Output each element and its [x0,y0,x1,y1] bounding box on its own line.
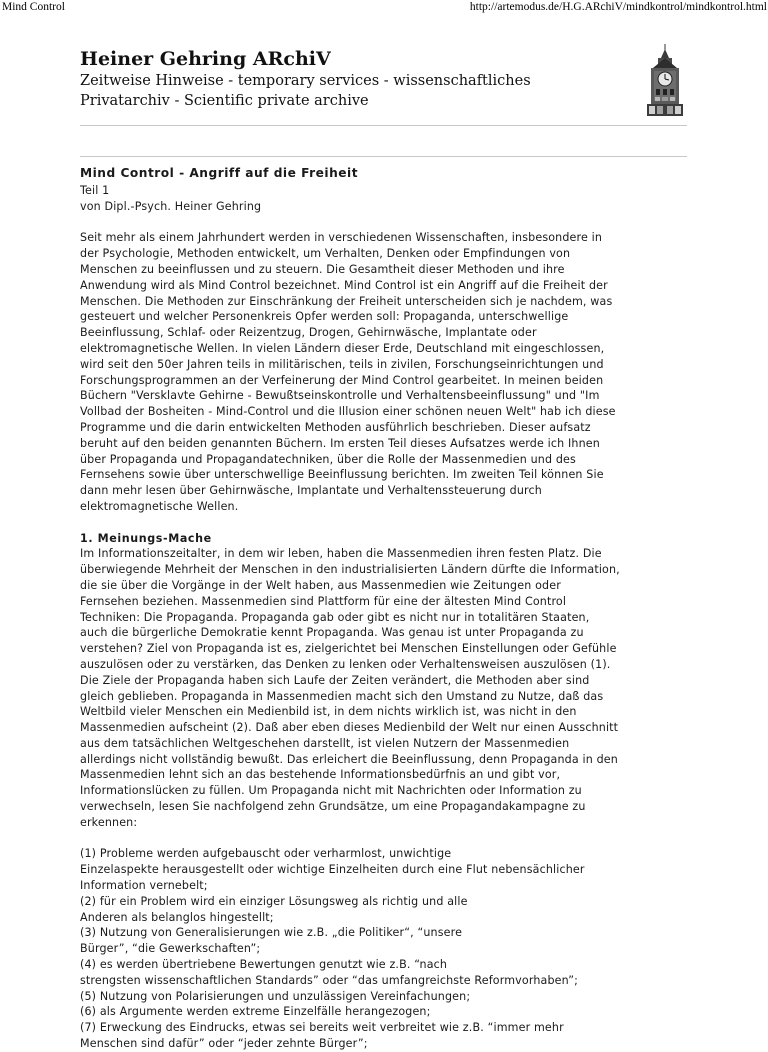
list-item-line: Anderen als belanglos hingestellt; [80,910,274,924]
paragraph-line: Weltbild vieler Menschen ein Medienbild ist, in dem nichts wirklich ist, was nicht in den [80,705,577,719]
paragraph-line: Vollbad der Bosheiten - Mind-Control und die Illusion einer schönen neuen Welt" hab ich diese [80,405,616,419]
list-item-line: (1) Probleme werden aufgebauscht oder verharmlost, unwichtige [80,847,452,861]
paragraph-line: verwechseln, lesen Sie nachfolgend zehn Grundsätze, um eine Propagandakampagne zu [80,800,586,814]
clock-tower-logo-icon[interactable] [641,44,689,118]
paragraph-line: Menschen zu beeinflussen und zu steuern. Die Gesamtheit dieser Methoden und ihre [80,262,565,276]
paragraph-line: auch die bürgerliche Demokratie kennt Propaganda. Was genau ist unter Propaganda zu [80,626,584,640]
paragraph-line: allerdings nicht vollständig bewußt. Das erleichert die Beeinflussung, denn Propaganda in den [80,752,618,766]
article-title: Mind Control - Angriff auf die Freiheit [80,166,359,180]
header-divider [80,125,687,126]
paragraph-line: elektromagnetische Wellen. [80,499,239,513]
propaganda-principles-list [80,846,690,1051]
list-item-line: Menschen sind dafür” oder “jeder zehnte Bürger”; [80,1037,368,1051]
list-item-line: strengsten wissenschaftlichen Standards” oder “das umfangreichste Reformvorhaben”; [80,973,579,987]
print-url: http://artemodus.de/H.G.ARchiV/mindkontrol/mindkontrol.html [469,1,767,13]
paragraph-line: Im Informationszeitalter, in dem wir leben, haben die Massenmedien ihren festen Platz. Die [80,547,602,561]
paragraph-line: elektromagnetische Wellen. In vielen Ländern dieser Erde, Deutschland mit eingeschlossen, [80,341,605,355]
paragraph-line: Anwendung wird als Mind Control bezeichnet. Mind Control ist ein Angriff auf die Freiheit der [80,278,608,292]
list-item-line: Einzelaspekte herausgestellt oder wichtige Einzelheiten durch eine Flut nebensächlicher [80,863,585,877]
paragraph-line: Informationslücken zu füllen. Um Propaganda nicht mit Nachrichten oder Information zu [80,784,582,798]
paragraph-line: gesteuert und welcher Personenkreis Opfer werden soll: Propaganda, unterschwellige [80,310,569,324]
site-subtitle [80,71,600,111]
paragraph-line: Büchern "Versklavte Gehirne - Bewußtseinskontrolle und Verhaltensbeeinflussung" und "Im [80,389,600,403]
list-item-line: (4) es werden übertriebene Bewertungen genutzt wie z.B. “nach [80,958,448,972]
paragraph-line: Techniken: Die Propaganda. Propaganda gab oder gibt es nicht nur in totalitären Staaten, [80,610,590,624]
list-item-line: (5) Nutzung von Polarisierungen und unzulässigen Vereinfachungen; [80,989,471,1003]
content-divider [80,156,687,157]
paragraph-line: Seit mehr als einem Jahrhundert werden in verschiedenen Wissenschaften, insbesondere in [80,231,603,245]
print-header [0,0,768,14]
section-paragraph [80,546,690,830]
intro-paragraph [80,230,690,514]
paragraph-line: Programme und die darin entwickelten Methoden ausführlich beschrieben. Dieser aufsatz [80,420,591,434]
list-item-line: Information vernebelt; [80,879,208,893]
paragraph-line: Forschungsprogrammen an der Verfeinerung der Mind Control gearbeitet. In meinen beiden [80,373,604,387]
list-item-line: (6) als Argumente werden extreme Einzelfälle herangezogen; [80,1005,431,1019]
section-heading: 1. Meinungs-Mache [80,531,212,545]
paragraph-line: der Psychologie, Methoden entwickelt, um Verhalten, Denken oder Empfindungen von [80,247,571,261]
print-page-title: Mind Control [2,1,65,13]
paragraph-line: aus dem tatsächlichen Weltgeschehen darstellt, ist vielen Nutzern der Massenmedien [80,736,570,750]
paragraph-line: beruht auf den beiden genannten Büchern. Im ersten Teil dieses Aufsatzes werde ich Ihnen [80,436,600,450]
article-author: von Dipl.-Psych. Heiner Gehring [80,199,262,213]
article-content [80,163,690,1052]
paragraph-line: erkennen: [80,815,138,829]
paragraph-line: über Propaganda und Propagandatechniken, über die Rolle der Massenmedien und des [80,452,576,466]
paragraph-line: verstehen? Ziel von Propaganda ist es, zielgerichtet bei Menschen Einstellungen oder Gefühle [80,642,617,656]
paragraph-line: Fernsehens sowie über unterschwellige Beeinflussung berichten. Im zweiten Teil können Sie [80,468,604,482]
list-item-line: Bürger”, “die Gewerkschaften”; [80,942,261,956]
paragraph-line: die sie über die Vorgänge in der Welt haben, aus Massenmedien wie Zeitungen oder [80,578,561,592]
paragraph-line: überwiegende Mehrheit der Menschen in den industrialisierten Ländern dürfte die Information, [80,563,620,577]
paragraph-line: gleich geblieben. Propaganda in Massenmedien macht sich den Umstand zu Nutze, daß das [80,689,604,703]
list-item-line: (2) für ein Problem wird ein einziger Lösungsweg als richtig und alle [80,894,468,908]
paragraph-line: Massenmedien lehnt sich an das bestehende Informationsbedürfnis an und gibt vor, [80,768,561,782]
site-subtitle-line: Privatarchiv - Scientific private archive [80,93,369,109]
paragraph-line: dann mehr lesen über Gehirnwäsche, Implantate und Verhaltenssteuerung durch [80,484,542,498]
site-title[interactable]: Heiner Gehring ARchiV [80,48,331,70]
list-item-line: (7) Erweckung des Eindrucks, etwas sei bereits weit verbreitet wie z.B. “immer mehr [80,1021,564,1035]
paragraph-line: Die Ziele der Propaganda haben sich Laufe der Zeiten verändert, die Methoden aber sind [80,673,590,687]
paragraph-line: wird seit den 50er Jahren teils in militärischen, teils in zivilen, Forschungseinrichtungen und [80,357,604,371]
paragraph-line: Menschen. Die Methoden zur Einschränkung der Freiheit unterscheiden sich je nachdem, was [80,294,613,308]
paragraph-line: Massenmedien aufscheint (2). Daß aber eben dieses Medienbild der Welt nur einen Ausschnitt [80,721,619,735]
paragraph-line: Fernsehen beziehen. Massenmedien sind Plattform für eine der ältesten Mind Control [80,594,567,608]
site-subtitle-line: Zeitweise Hinweise - temporary services - wissenschaftliches [80,73,531,89]
list-item-line: (3) Nutzung von Generalisierungen wie z.B. „die Politiker“, “unsere [80,926,463,940]
paragraph-line: auszulösen oder zu verstärken, das Denken zu lenken oder Verhaltensweisen auszulösen (1). [80,657,611,671]
article-part: Teil 1 [80,184,110,197]
paragraph-line: Beeinflussung, Schlaf- oder Reizentzug, Drogen, Gehirnwäsche, Implantate oder [80,326,537,340]
